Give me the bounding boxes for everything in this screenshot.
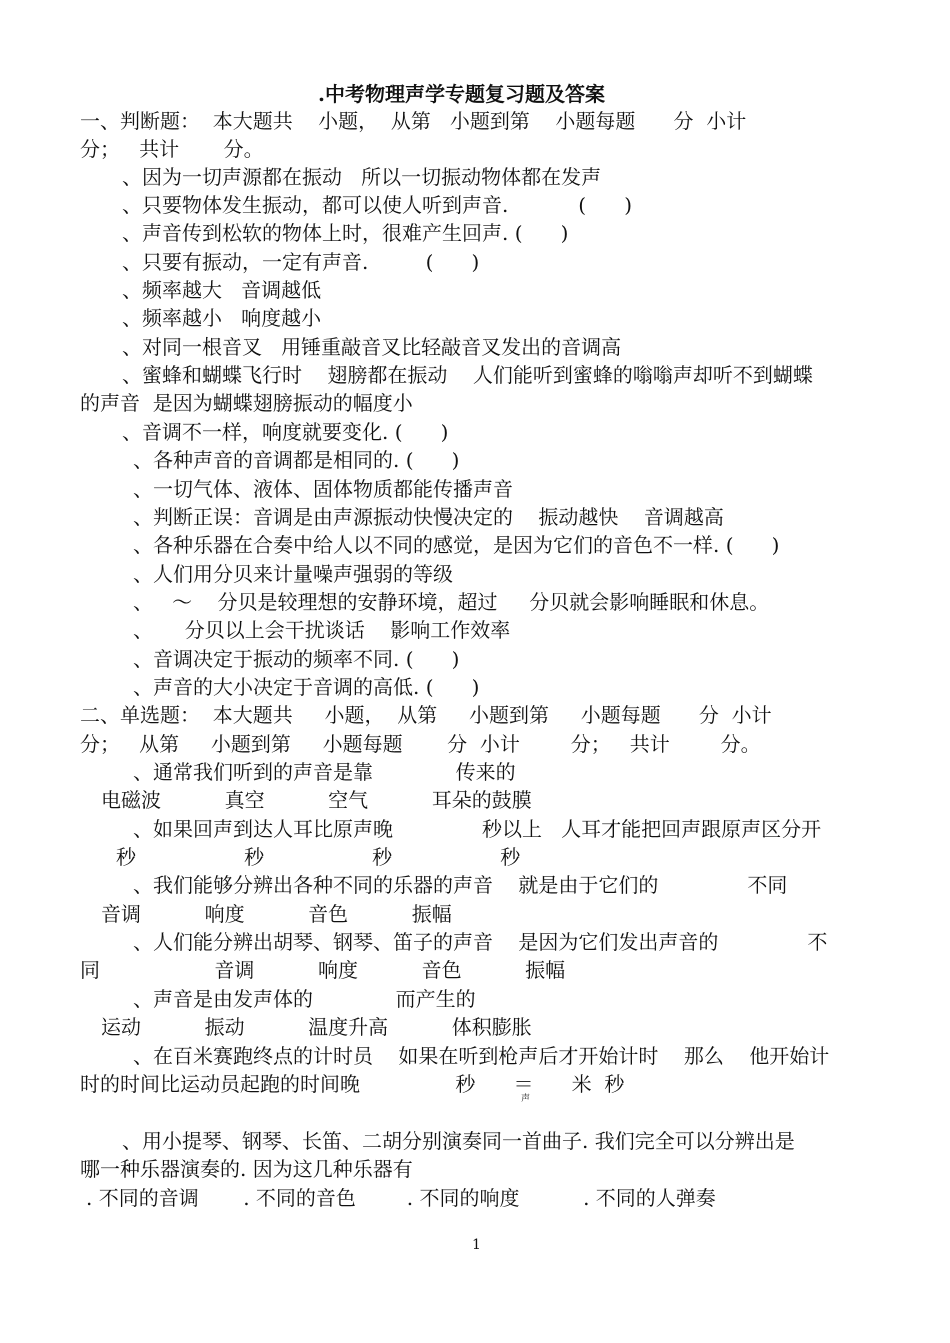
question-2: 、只要物体发生振动，都可以使人听到声音. ( ): [122, 193, 633, 217]
choice-question-4-line1: 、人们能分辨出胡琴、钢琴、笛子的声音 是因为它们发出声音的 不: [133, 930, 828, 954]
choice-question-4-line2: 同 音调 响度 音色 振幅: [80, 958, 566, 982]
question-3: 、声音传到松软的物体上时，很难产生回声. ( ): [122, 221, 569, 245]
choice-question-7-line2: 哪一种乐器演奏的. 因为这几种乐器有: [80, 1157, 413, 1181]
choice-question-3: 、我们能够分辨出各种不同的乐器的声音 就是由于它们的 不同: [133, 873, 788, 897]
question-8-line2: 的声音 是因为蝴蝶翅膀振动的幅度小: [80, 391, 413, 415]
question-17: 、音调决定于振动的频率不同. ( ): [133, 647, 460, 671]
page-number: 1: [472, 1237, 481, 1253]
choice-question-1-options: 电磁波 真空 空气 耳朵的鼓膜: [101, 788, 532, 812]
question-18: 、声音的大小决定于音调的高低. ( ): [133, 675, 480, 699]
choice-question-1: 、通常我们听到的声音是靠 传来的: [133, 760, 516, 784]
question-10: 、各种声音的音调都是相同的. ( ): [133, 448, 460, 472]
choice-question-3-options: 音调 响度 音色 振幅: [101, 902, 452, 926]
question-12: 、判断正误：音调是由声源振动快慢决定的 振动越快 音调越高: [133, 505, 724, 529]
choice-question-7-line1: 、用小提琴、钢琴、长笛、二胡分别演奏同一首曲子. 我们完全可以分辨出是: [122, 1129, 795, 1153]
choice-question-2-options: 秒 秒 秒 秒: [116, 845, 521, 869]
document-title: .中考物理声学专题复习题及答案: [318, 82, 605, 106]
question-8-line1: 、蜜蜂和蝴蝶飞行时 翅膀都在振动 人们能听到蜜蜂的嗡嗡声却听不到蝴蝶: [122, 363, 813, 387]
question-15: 、 ～ 分贝是较理想的安静环境，超过 分贝就会影响睡眠和休息。: [133, 590, 770, 614]
question-14: 、人们用分贝来计量噪声强弱的等级: [133, 562, 453, 586]
section1-header-line1: 一、判断题： 本大题共 小题， 从第 小题到第 小题每题 分 小计: [80, 109, 747, 133]
section1-header-line2: 分； 共计 分。: [80, 137, 264, 161]
subscript-sound: 声: [521, 1094, 531, 1104]
question-4: 、只要有振动，一定有声音. ( ): [122, 250, 480, 274]
choice-question-6-line1: 、在百米赛跑终点的计时员 如果在听到枪声后才开始计时 那么 他开始计: [133, 1044, 830, 1068]
section2-header-line2: 分； 从第 小题到第 小题每题 分 小计 分； 共计 分。: [80, 732, 761, 756]
question-7: 、对同一根音叉 用锤重敲音叉比轻敲音叉发出的音调高: [122, 335, 622, 359]
choice-question-5: 、声音是由发声体的 而产生的: [133, 987, 476, 1011]
question-5: 、频率越大 音调越低: [122, 278, 322, 302]
section2-header-line1: 二、单选题： 本大题共 小题， 从第 小题到第 小题每题 分 小计: [80, 703, 772, 727]
question-6: 、频率越小 响度越小: [122, 306, 322, 330]
question-1: 、因为一切声源都在振动 所以一切振动物体都在发声: [122, 165, 602, 189]
choice-question-2: 、如果回声到达人耳比原声晚 秒以上 人耳才能把回声跟原声区分开: [133, 817, 822, 841]
choice-question-7-options: . 不同的音调 . 不同的音色 . 不同的响度 . 不同的人弹奏: [86, 1186, 716, 1210]
question-9: 、音调不一样，响度就要变化. ( ): [122, 420, 449, 444]
choice-question-5-options: 运动 振动 温度升高 体积膨胀: [101, 1015, 532, 1039]
question-16: 、 分贝以上会干扰谈话 影响工作效率: [133, 618, 511, 642]
choice-question-6-line2: 时的时间比运动员起跑的时间晚 秒 ＝ 米 秒: [80, 1072, 625, 1096]
question-13: 、各种乐器在合奏中给人以不同的感觉，是因为它们的音色不一样. ( ): [133, 533, 780, 557]
question-11: 、一切气体、液体、固体物质都能传播声音: [133, 477, 513, 501]
